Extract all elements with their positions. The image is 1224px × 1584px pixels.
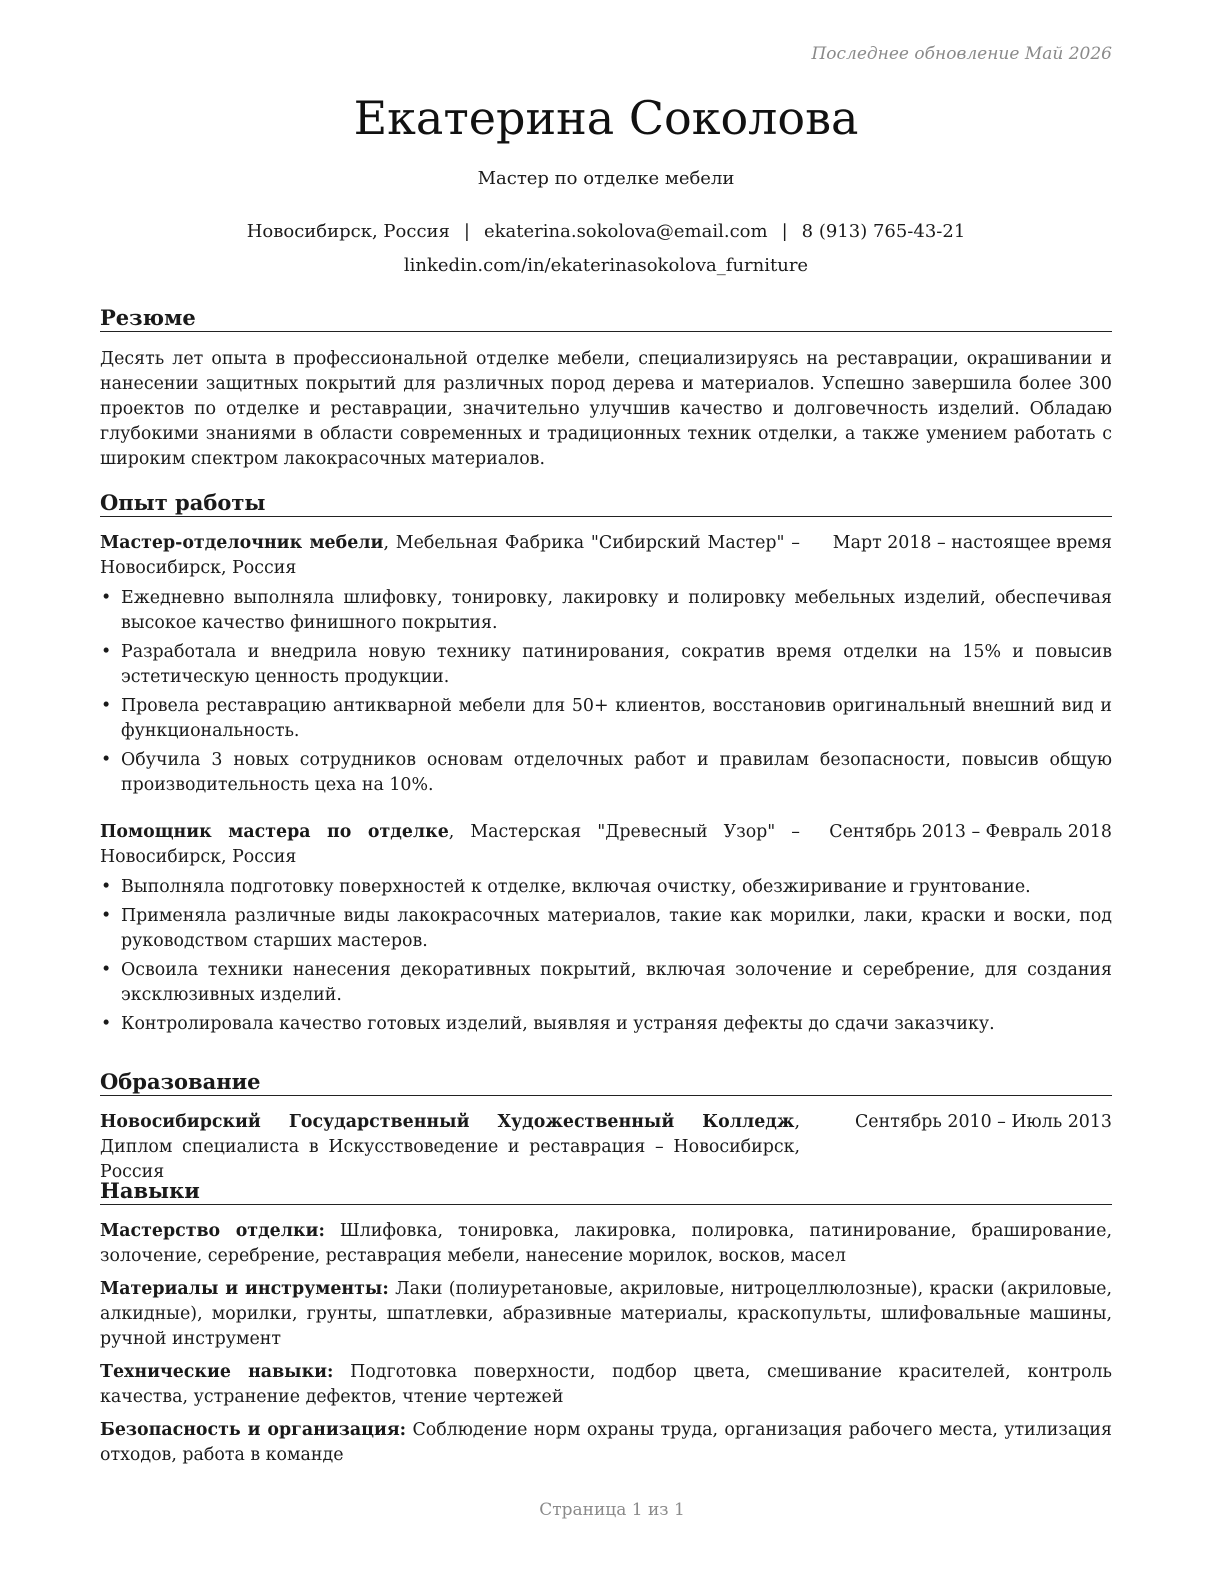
skills-section	[100, 1178, 1112, 1476]
job-bullets	[100, 875, 1112, 1037]
bullet-icon: •	[101, 1014, 112, 1034]
skill-label: Материалы и инструменты:	[100, 1279, 389, 1299]
job-entry	[100, 820, 1112, 1037]
bullet-item: • Разработала и внедрила новую технику патинирования, сократив время отделки на 15% и повысив эстетическую ценность продукции.	[101, 642, 1112, 687]
job-title: Мастер по отделке мебели	[477, 168, 735, 189]
bullet-item: • Обучила 3 новых сотрудников основам отделочных работ и правилам безопасности, повысив общую производительность цеха на 10%.	[101, 750, 1112, 795]
email-link[interactable]: ekaterina.sokolova@email.com	[483, 221, 768, 242]
skill-text: Соблюдение норм охраны труда, организация рабочего места, утилизация отходов, работа в команде	[100, 1420, 1112, 1465]
education-school-degree	[100, 1110, 800, 1185]
section-heading-summary: Резюме	[100, 305, 1112, 332]
skill-item	[100, 1219, 1112, 1269]
bullet-icon: •	[101, 960, 112, 980]
section-heading-skills: Навыки	[100, 1178, 1112, 1205]
skill-label: Технические навыки:	[100, 1362, 334, 1382]
page-number: Страница 1 из 1	[539, 1500, 685, 1520]
bullet-icon: •	[101, 696, 112, 716]
education-entry	[100, 1110, 1112, 1185]
skill-label: Безопасность и организация:	[100, 1420, 407, 1440]
skill-text: Подготовка поверхности, подбор цвета, смешивание красителей, контроль качества, устранение дефектов, чтение чертежей	[100, 1362, 1112, 1407]
summary-section	[100, 305, 1112, 472]
skill-item	[100, 1277, 1112, 1352]
job-bullets	[100, 586, 1112, 798]
job-org: , Мебельная Фабрика "Сибирский Мастер" – Новосибирск, Россия	[100, 533, 800, 578]
location: Новосибирск, Россия	[246, 221, 450, 242]
bullet-icon: •	[101, 750, 112, 770]
bullet-item: • Применяла различные виды лакокрасочных материалов, такие как морилки, лаки, краски и воски, под руководством старших мастеров.	[101, 906, 1112, 951]
bullet-icon: •	[101, 906, 112, 926]
section-heading-experience: Опыт работы	[100, 490, 1112, 517]
bullet-icon: •	[101, 642, 112, 662]
bullet-item: • Контролировала качество готовых изделий, выявляя и устраняя дефекты до сдачи заказчику.	[100, 1012, 1112, 1037]
bullet-item: • Провела реставрацию антикварной мебели для 50+ клиентов, восстановив оригинальный внешний вид и функциональность.	[101, 696, 1112, 741]
job-role-org	[100, 820, 800, 870]
bullet-icon: •	[101, 877, 112, 897]
bullet-item: • Ежедневно выполняла шлифовку, тонировку, лакировку и полировку мебельных изделий, обеспечивая высокое качество финишного покрытия.	[101, 588, 1112, 633]
contact-line	[100, 219, 1112, 245]
separator: |	[463, 221, 470, 242]
skill-item	[100, 1360, 1112, 1410]
phone: 8 (913) 765-43-21	[801, 221, 966, 242]
linkedin-link[interactable]: linkedin.com/in/ekaterinasokolova_furniture	[403, 255, 809, 276]
separator: |	[781, 221, 788, 242]
job-role-org	[100, 531, 800, 581]
job-header	[100, 820, 1112, 870]
skill-item	[100, 1418, 1112, 1468]
education-section	[100, 1069, 1112, 1185]
skills-list	[100, 1219, 1112, 1468]
bullet-item: • Выполняла подготовку поверхностей к отделке, включая очистку, обезжиривание и грунтование.	[100, 875, 1112, 900]
summary-text: Десять лет опыта в профессиональной отделке мебели, специализируясь на реставрации, окрашивании и нанесении защитных покрытий для различных пород дерева и материалов. Успешно завершила более 300 проектов по отделке и реставрации, значительно улучшив качество и долговечность изделий. Обладаю глубокими знаниями в области современных и традиционных техник отделки, а также умением работать с широким спектром лакокрасочных материалов.	[100, 349, 1112, 469]
skill-text: Шлифовка, тонировка, лакировка, полировка, патинирование, браширование, золочение, серебрение, реставрация мебели, нанесение морилок, восков, масел	[100, 1221, 1112, 1266]
job-dates: Сентябрь 2013 – Февраль 2018	[829, 822, 1112, 842]
job-org: , Мастерская "Древесный Узор" – Новосибирск, Россия	[100, 822, 800, 867]
candidate-name: Екатерина Соколова	[353, 91, 859, 145]
job-role: Помощник мастера по отделке	[100, 822, 449, 842]
job-header	[100, 531, 1112, 581]
bullet-item: • Освоила техники нанесения декоративных покрытий, включая золочение и серебрение, для создания эксклюзивных изделий.	[101, 960, 1112, 1005]
last-updated: Последнее обновление Май 2026	[811, 44, 1112, 64]
job-dates: Март 2018 – настоящее время	[832, 533, 1112, 553]
section-heading-education: Образование	[100, 1069, 1112, 1096]
education-dates: Сентябрь 2010 – Июль 2013	[855, 1112, 1112, 1132]
experience-section	[100, 490, 1112, 1041]
job-entry	[100, 531, 1112, 798]
job-role: Мастер-отделочник мебели	[100, 533, 384, 553]
bullet-icon: •	[101, 588, 112, 608]
school-name: Новосибирский Государственный Художественный Колледж	[100, 1112, 795, 1132]
skill-label: Мастерство отделки:	[100, 1221, 325, 1241]
skill-text: Лаки (полиуретановые, акриловые, нитроцеллюлозные), краски (акриловые, алкидные), морилки, грунты, шпатлевки, абразивные материалы, краскопульты, шлифовальные машины, ручной инструмент	[100, 1279, 1112, 1349]
degree: , Диплом специалиста в Искусствоведение и реставрация – Новосибирск, Россия	[100, 1112, 800, 1182]
